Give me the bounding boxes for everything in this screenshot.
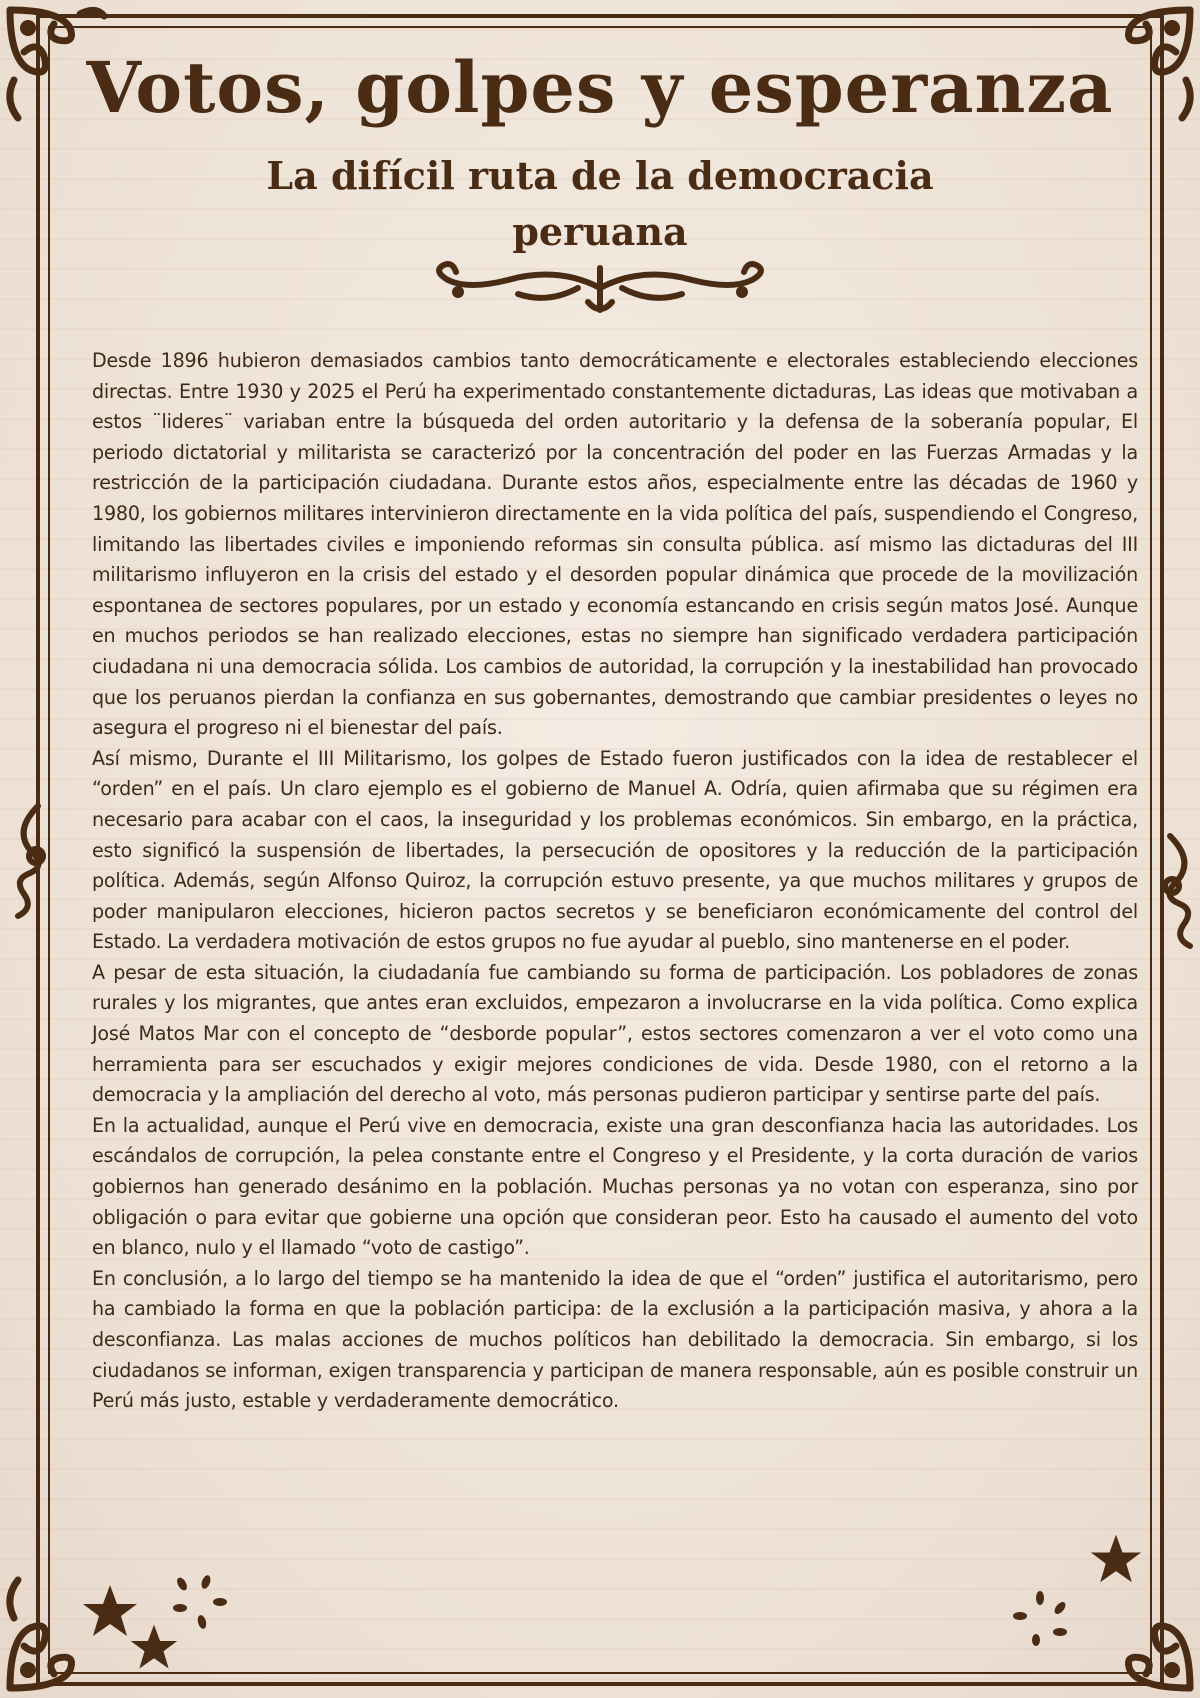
paragraph: En la actualidad, aunque el Perú vive en democracia, existe una gran desconfianza hacia las autoridades. Los escándalos de corrupción, la pelea constante entre el Congreso y el Presidente, y la corta duración de varios gobiernos han generado desánimo en la población. Muchas personas ya no votan con esperanza, sino por obligación o para evitar que gobierne una opción que consideran peor. Esto ha causado el aumento del voto en blanco, nulo y el llamado “voto de castigo”. [92,1113,1138,1260]
sparkle-icon [168,1574,230,1634]
paragraph: A pesar de esta situación, la ciudadanía fue cambiando su forma de participación. Los pobladores de zonas rurales y los migrantes, que antes eran excluidos, empezaron a involucrarse en la vida política. Como explica José Matos Mar con el concepto de “desborde popular”, estos sectores comenzaron a ver el voto como una herramienta para ser escuchados y exigir mejores condiciones de vida. Desde 1980, con el retorno a la democracia y la ampliación del derecho al voto, más personas pudieron participar y sentirse parte del país. [92,960,1138,1107]
page-subtitle: La difícil ruta de la democracia peruana [266,153,934,254]
paragraph: En conclusión, a lo largo del tiempo se ha mantenido la idea de que el “orden” justifica el autoritarismo, pero ha cambiado la forma en que la población participa: de la exclusión a la participación masiva, y ahora a la desconfianza. Las malas acciones de muchos políticos han debilitado la democracia. Sin embargo, si los ciudadanos se informan, exigen transparencia y participan de manera responsable, aún es posible construir un Perú más justo, estable y verdaderamente democrático. [92,1266,1138,1413]
side-curl-icon [8,800,58,920]
paragraph: Desde 1896 hubieron demasiados cambios tanto democráticamente e electorales estableciendo elecciones directas. Entre 1930 y 2025 el Perú ha experimentado constantemente dictaduras, Las ideas que motivaban a estos ¨lideres¨ variaban entre la búsqueda del orden autoritario y la defensa de la soberanía popular, El periodo dictatorial y militarista se caracterizó por la concentración del poder en las Fuerzas Armadas y la restricción de la participación ciudadana. Durante estos años, especialmente entre las décadas de 1960 y 1980, los gobiernos militares intervinieron directamente en la vida política del país, suspendiendo el Congreso, limitando las libertades civiles e imponiendo reformas sin consulta pública. así mismo las dictaduras del III militarismo influyeron en la crisis del estado y el desorden popular dinámica que procede de la movilización espontanea de sectores populares, por un estado y economía estancando en crisis según matos José. Aunque en muchos periodos se han realizado elecciones, estas no siempre han significado verdadera participación ciudadana ni una democracia sólida. Los cambios de autoridad, la corrupción y la inestabilidad han provocado que los peruanos pierdan la confianza en sus gobernantes, demostrando que cambiar presidentes o leyes no asegura el progreso ni el bienestar del país. [92,349,1138,740]
sparkle-icon [1010,1590,1072,1650]
scroll-divider-icon [428,258,772,318]
article-body [92,346,1138,1417]
page-title: Votos, golpes y esperanza [86,46,1114,129]
star-icon [1088,1532,1144,1586]
side-curl-icon [1150,830,1200,950]
corner-flourish-icon [1090,1568,1200,1698]
paragraph: Así mismo, Durante el III Militarismo, los golpes de Estado fueron justificados con la idea de restablecer el “orden” en el país. Un claro ejemplo es el gobierno de Manuel A. Odría, quien afirmaba que su régimen era necesario para acabar con el caos, la inseguridad y los problemas económicos. Sin embargo, en la práctica, esto significó la suspensión de libertades, la persecución de opositores y la reducción de la participación política. Además, según Alfonso Quiroz, la corrupción estuvo presente, ya que muchos militares y grupos de poder manipularon elecciones, hicieron pactos secretos y se beneficiaron económicamente del control del Estado. La verdadera motivación de estos grupos no fue ayudar al pueblo, sino mantenerse en el poder. [92,746,1138,954]
